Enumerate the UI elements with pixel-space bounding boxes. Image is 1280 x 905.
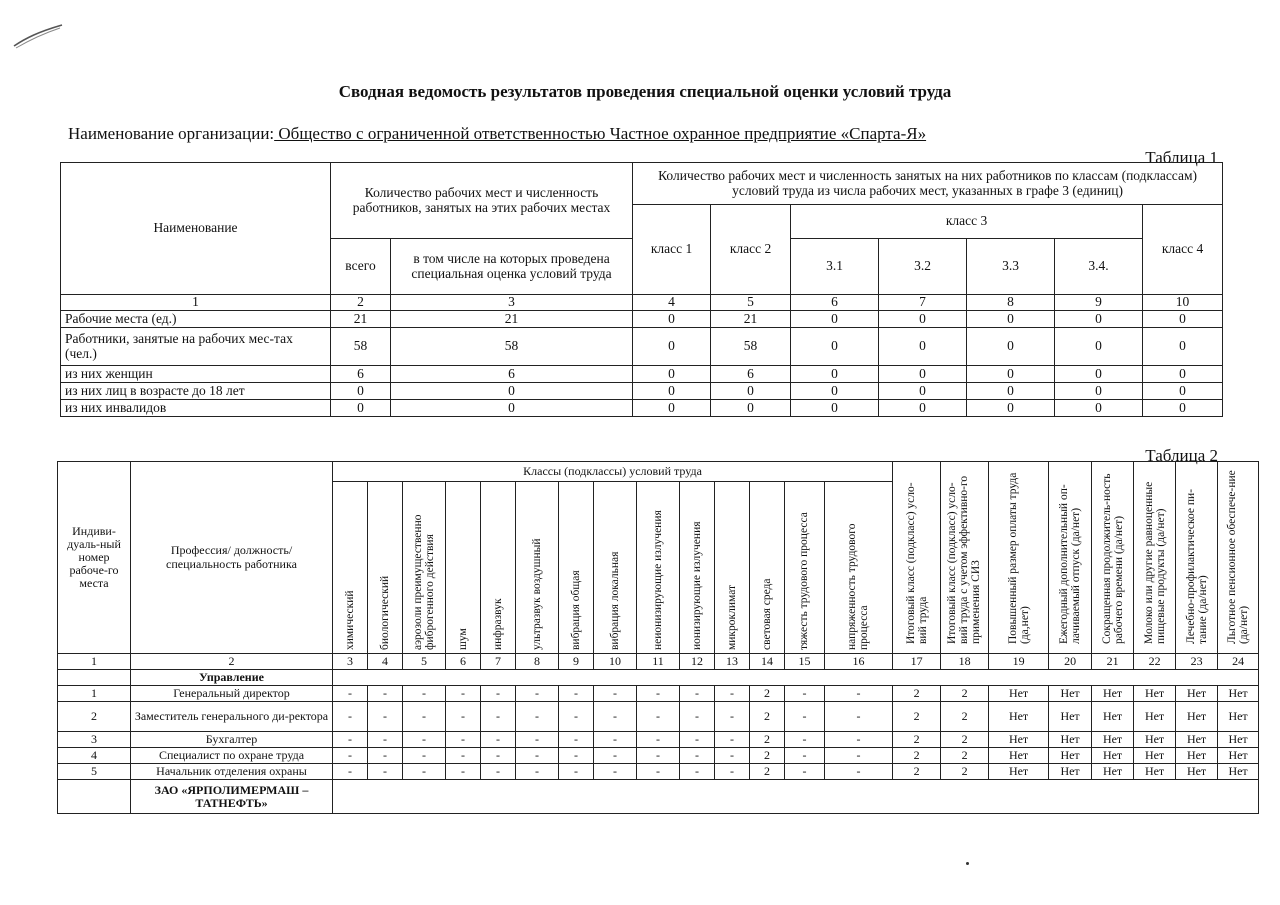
header-extra-column [941, 462, 989, 654]
document-title: Сводная ведомость результатов проведения специальной оценки условий труда [338, 82, 952, 101]
cell-value: - [825, 732, 893, 748]
cell-value: Нет [1092, 764, 1134, 780]
cell-value: 2 [893, 748, 941, 764]
cell-value: - [680, 732, 715, 748]
cell-value: Нет [1176, 732, 1218, 748]
row-value: 0 [967, 366, 1055, 383]
header-factor-column [750, 482, 785, 654]
row-value: 0 [1143, 400, 1223, 417]
row-value: 0 [1143, 311, 1223, 328]
cell-value: 2 [750, 686, 785, 702]
row-value: 0 [633, 311, 711, 328]
organization-name: Общество с ограниченной ответственностью Частное охранное предприятие «Спарта-Я» [274, 124, 927, 143]
column-number-row [58, 654, 1259, 670]
workplace-id: 1 [58, 686, 131, 702]
table2-row [58, 748, 1259, 764]
cell-value: Нет [989, 686, 1049, 702]
header-name: Наименование [61, 163, 331, 295]
cell-value: - [333, 702, 368, 732]
header-factor-label: инфразвук [491, 598, 504, 650]
cell-value: - [785, 764, 825, 780]
cell-value: Нет [989, 748, 1049, 764]
ink-dot [966, 862, 969, 865]
workplace-id: 2 [58, 702, 131, 732]
header-extra-label: Молоко или другие равноценные пищевые продукты (да/нет) [1142, 481, 1167, 644]
cell-value: - [368, 764, 403, 780]
empty-cell [333, 780, 1259, 814]
cell-value: - [680, 764, 715, 780]
row-value: 0 [967, 328, 1055, 366]
cell-value: - [637, 764, 680, 780]
col-number: 2 [331, 295, 391, 311]
cell-value: Нет [1218, 732, 1259, 748]
row-value: 0 [791, 311, 879, 328]
header-factor-column [516, 482, 559, 654]
cell-value: Нет [1092, 702, 1134, 732]
row-value: 0 [633, 366, 711, 383]
cell-value: - [516, 702, 559, 732]
header-factor-column [481, 482, 516, 654]
cell-value: - [368, 702, 403, 732]
table2-caption: Таблица 2 [1145, 446, 1218, 465]
table1-row [61, 366, 1223, 383]
cell-value: - [446, 686, 481, 702]
header-factor-label: ультразвук воздушный [530, 538, 543, 650]
row-value: 0 [879, 328, 967, 366]
col-number: 1 [58, 654, 131, 670]
cell-value: - [559, 748, 594, 764]
row-label: Работники, занятые на рабочих мес-тах (чел.) [61, 328, 331, 366]
cell-value: - [446, 764, 481, 780]
cell-value: - [825, 748, 893, 764]
cell-value: 2 [750, 732, 785, 748]
header-class2: класс 2 [711, 205, 791, 295]
organization-line [68, 124, 926, 144]
header-factor-label: шум [456, 628, 469, 650]
header-factor-column [403, 482, 446, 654]
header-classes-group: Количество рабочих мест и численность занятых на них работников по классам (подклассам) условий труда из числа рабочих мест, указанных в графе 3 (единиц) [633, 163, 1223, 205]
table2-row [58, 686, 1259, 702]
cell-value: - [594, 732, 637, 748]
cell-value: - [715, 686, 750, 702]
row-value: 0 [711, 400, 791, 417]
col-number: 5 [403, 654, 446, 670]
workplaces-table [57, 461, 1259, 814]
cell-value: 2 [941, 702, 989, 732]
cell-value: 2 [750, 702, 785, 732]
profession-name: Генеральный директор [131, 686, 333, 702]
cell-value: - [403, 686, 446, 702]
cell-value: Нет [989, 764, 1049, 780]
row-label: из них лиц в возрасте до 18 лет [61, 383, 331, 400]
cell-value: - [516, 732, 559, 748]
header-factor-label: микроклимат [725, 584, 738, 650]
cell-value: - [785, 748, 825, 764]
row-value: 0 [1143, 383, 1223, 400]
section-heading: ЗАО «ЯРПОЛИМЕРМАШ – ТАТНЕФТЬ» [131, 780, 333, 814]
col-number: 1 [61, 295, 331, 311]
summary-table [60, 162, 1223, 417]
cell-value: - [516, 686, 559, 702]
cell-value: Нет [1134, 764, 1176, 780]
header-factor-label: аэрозоли преимущественно фиброгенного действия [411, 514, 436, 650]
row-value: 0 [331, 400, 391, 417]
header-factor-column [446, 482, 481, 654]
cell-value: - [481, 764, 516, 780]
header-factor-label: вибрация общая [569, 570, 582, 650]
profession-name: Бухгалтер [131, 732, 333, 748]
cell-value: - [481, 732, 516, 748]
cell-value: - [446, 732, 481, 748]
cell-value: 2 [750, 764, 785, 780]
header-extra-label: Ежегодный дополнительный оп-лачиваемый отпуск (да/нет) [1058, 484, 1083, 644]
header-class1: класс 1 [633, 205, 711, 295]
col-number: 3 [391, 295, 633, 311]
cell-value: - [680, 686, 715, 702]
cell-value: - [680, 748, 715, 764]
empty-cell [58, 670, 131, 686]
row-value: 21 [391, 311, 633, 328]
row-value: 6 [391, 366, 633, 383]
row-value: 0 [879, 400, 967, 417]
cell-value: - [446, 702, 481, 732]
row-value: 6 [331, 366, 391, 383]
header-class-3-3: 3.3 [967, 239, 1055, 295]
header-extra-label: Сокращенная продолжитель-ность рабочего времени (да/нет) [1100, 473, 1125, 644]
row-label: из них женщин [61, 366, 331, 383]
header-factor-label: биологический [378, 575, 391, 650]
header-extra-label: Итоговый класс (подкласс) усло-вий труда с учетом эффективно-го применения СИЗ [946, 475, 983, 644]
cell-value: Нет [1176, 686, 1218, 702]
table1-row [61, 328, 1223, 366]
empty-cell [333, 670, 1259, 686]
cell-value: - [559, 764, 594, 780]
col-number: 12 [680, 654, 715, 670]
cell-value: 2 [941, 764, 989, 780]
row-value: 0 [1055, 400, 1143, 417]
col-number: 8 [967, 295, 1055, 311]
cell-value: Нет [1049, 748, 1092, 764]
header-factor-column [594, 482, 637, 654]
header-factor-label: световая среда [760, 578, 773, 650]
table1-row [61, 311, 1223, 328]
cell-value: Нет [1134, 732, 1176, 748]
cell-value: - [785, 732, 825, 748]
header-workplace-id: Индиви-дуаль-ный номер рабоче-го места [58, 462, 131, 654]
cell-value: - [516, 748, 559, 764]
header-extra-column [893, 462, 941, 654]
col-number: 5 [711, 295, 791, 311]
cell-value: - [594, 748, 637, 764]
row-label: Рабочие места (ед.) [61, 311, 331, 328]
header-assessed: в том числе на которых проведена специальная оценка условий труда [391, 239, 633, 295]
cell-value: - [637, 702, 680, 732]
header-factor-label: ионизирующие излучения [690, 521, 703, 650]
col-number: 18 [941, 654, 989, 670]
row-value: 0 [791, 383, 879, 400]
row-value: 0 [391, 383, 633, 400]
row-value: 0 [633, 383, 711, 400]
cell-value: - [715, 764, 750, 780]
row-value: 0 [1143, 328, 1223, 366]
header-classes-group: Классы (подклассы) условий труда [333, 462, 893, 482]
cell-value: Нет [1092, 732, 1134, 748]
cell-value: - [516, 764, 559, 780]
cell-value: - [559, 732, 594, 748]
col-number: 24 [1218, 654, 1259, 670]
cell-value: - [481, 702, 516, 732]
profession-name: Специалист по охране труда [131, 748, 333, 764]
cell-value: 2 [893, 764, 941, 780]
row-value: 0 [711, 383, 791, 400]
row-value: 21 [331, 311, 391, 328]
cell-value: 2 [893, 702, 941, 732]
header-class-3-1: 3.1 [791, 239, 879, 295]
row-value: 0 [391, 400, 633, 417]
col-number: 9 [1055, 295, 1143, 311]
header-class-3-4: 3.4. [1055, 239, 1143, 295]
row-value: 0 [633, 328, 711, 366]
workplace-id: 5 [58, 764, 131, 780]
row-value: 0 [1055, 366, 1143, 383]
header-factor-column [715, 482, 750, 654]
table2-row [58, 732, 1259, 748]
pen-scribble-mark [12, 22, 64, 50]
cell-value: Нет [1176, 748, 1218, 764]
cell-value: Нет [989, 702, 1049, 732]
cell-value: - [825, 686, 893, 702]
column-number-row [61, 295, 1223, 311]
col-number: 4 [633, 295, 711, 311]
header-extra-column [1176, 462, 1218, 654]
col-number: 8 [516, 654, 559, 670]
cell-value: - [637, 686, 680, 702]
cell-value: - [637, 732, 680, 748]
header-extra-label: Итоговый класс (подкласс) усло-вий труда [904, 482, 929, 644]
row-value: 0 [633, 400, 711, 417]
workplace-id: 4 [58, 748, 131, 764]
col-number: 13 [715, 654, 750, 670]
row-value: 0 [1055, 311, 1143, 328]
header-extra-column [1218, 462, 1259, 654]
header-extra-column [1049, 462, 1092, 654]
header-extra-label: Льготное пенсионное обеспече-ние (да/нет) [1226, 470, 1251, 644]
cell-value: - [446, 748, 481, 764]
header-factor-column [785, 482, 825, 654]
col-number: 17 [893, 654, 941, 670]
header-class4: класс 4 [1143, 205, 1223, 295]
row-value: 0 [331, 383, 391, 400]
header-factor-column [637, 482, 680, 654]
cell-value: 2 [893, 732, 941, 748]
header-factor-column [559, 482, 594, 654]
header-factor-column [333, 482, 368, 654]
row-value: 0 [791, 366, 879, 383]
header-factor-column [368, 482, 403, 654]
cell-value: 2 [941, 748, 989, 764]
profession-name: Заместитель генерального ди-ректора [131, 702, 333, 732]
cell-value: - [559, 686, 594, 702]
cell-value: - [403, 732, 446, 748]
cell-value: Нет [1092, 686, 1134, 702]
cell-value: Нет [1134, 748, 1176, 764]
col-number: 23 [1176, 654, 1218, 670]
cell-value: - [594, 764, 637, 780]
row-value: 0 [1055, 328, 1143, 366]
col-number: 10 [1143, 295, 1223, 311]
header-extra-column [1092, 462, 1134, 654]
cell-value: Нет [1049, 764, 1092, 780]
cell-value: - [333, 748, 368, 764]
col-number: 10 [594, 654, 637, 670]
header-factor-label: тяжесть трудового процесса [798, 512, 811, 650]
header-class-3-2: 3.2 [879, 239, 967, 295]
col-number: 6 [791, 295, 879, 311]
col-number: 6 [446, 654, 481, 670]
table2-row [58, 764, 1259, 780]
table1-caption: Таблица 1 [1145, 148, 1218, 167]
cell-value: Нет [1218, 686, 1259, 702]
row-value: 6 [711, 366, 791, 383]
col-number: 22 [1134, 654, 1176, 670]
cell-value: - [403, 702, 446, 732]
cell-value: - [481, 748, 516, 764]
col-number: 16 [825, 654, 893, 670]
cell-value: Нет [1049, 686, 1092, 702]
header-factor-label: неионизирующие излучения [651, 510, 664, 650]
row-value: 0 [791, 400, 879, 417]
cell-value: - [680, 702, 715, 732]
cell-value: Нет [1134, 702, 1176, 732]
row-value: 58 [331, 328, 391, 366]
cell-value: 2 [893, 686, 941, 702]
cell-value: - [594, 686, 637, 702]
row-value: 21 [711, 311, 791, 328]
col-number: 7 [879, 295, 967, 311]
cell-value: - [333, 764, 368, 780]
header-extra-label: Повышенный размер оплаты труда (да,нет) [1006, 472, 1031, 644]
row-value: 58 [711, 328, 791, 366]
header-total-group: Количество рабочих мест и численность работников, занятых на этих рабочих местах [331, 163, 633, 239]
table1-row [61, 383, 1223, 400]
row-value: 0 [1143, 366, 1223, 383]
cell-value: Нет [1218, 702, 1259, 732]
cell-value: 2 [941, 732, 989, 748]
col-number: 21 [1092, 654, 1134, 670]
cell-value: - [785, 702, 825, 732]
empty-cell [58, 780, 131, 814]
cell-value: - [637, 748, 680, 764]
cell-value: Нет [1092, 748, 1134, 764]
col-number: 11 [637, 654, 680, 670]
table2-row [58, 702, 1259, 732]
header-profession: Профессия/ должность/ специальность работника [131, 462, 333, 654]
row-value: 58 [391, 328, 633, 366]
row-value: 0 [879, 383, 967, 400]
organization-label: Наименование организации: [68, 124, 275, 143]
cell-value: Нет [1049, 702, 1092, 732]
cell-value: - [715, 732, 750, 748]
row-value: 0 [967, 400, 1055, 417]
row-value: 0 [791, 328, 879, 366]
cell-value: - [715, 702, 750, 732]
cell-value: - [403, 764, 446, 780]
cell-value: - [785, 686, 825, 702]
row-value: 0 [879, 311, 967, 328]
cell-value: - [481, 686, 516, 702]
header-class3: класс 3 [791, 205, 1143, 239]
cell-value: Нет [1218, 748, 1259, 764]
header-factor-column [680, 482, 715, 654]
cell-value: - [715, 748, 750, 764]
header-extra-column [1134, 462, 1176, 654]
row-value: 0 [967, 311, 1055, 328]
header-extra-column [989, 462, 1049, 654]
header-factor-label: напряженность трудового процесса [846, 523, 871, 650]
table1-row [61, 400, 1223, 417]
cell-value: Нет [1176, 764, 1218, 780]
cell-value: - [594, 702, 637, 732]
cell-value: - [403, 748, 446, 764]
header-extra-label: Лечебно-профилактическое пи-тание (да/нет) [1184, 488, 1209, 644]
row-value: 0 [879, 366, 967, 383]
header-factor-label: химический [343, 590, 356, 650]
header-factor-column [825, 482, 893, 654]
cell-value: - [825, 702, 893, 732]
cell-value: - [368, 686, 403, 702]
cell-value: - [825, 764, 893, 780]
col-number: 9 [559, 654, 594, 670]
cell-value: - [333, 732, 368, 748]
col-number: 4 [368, 654, 403, 670]
header-total: всего [331, 239, 391, 295]
row-value: 0 [967, 383, 1055, 400]
cell-value: Нет [1049, 732, 1092, 748]
workplace-id: 3 [58, 732, 131, 748]
section-heading: Управление [131, 670, 333, 686]
col-number: 15 [785, 654, 825, 670]
cell-value: - [368, 732, 403, 748]
profession-name: Начальник отделения охраны [131, 764, 333, 780]
cell-value: Нет [1218, 764, 1259, 780]
cell-value: Нет [1176, 702, 1218, 732]
cell-value: 2 [941, 686, 989, 702]
cell-value: - [368, 748, 403, 764]
cell-value: - [333, 686, 368, 702]
cell-value: Нет [989, 732, 1049, 748]
row-label: из них инвалидов [61, 400, 331, 417]
col-number: 7 [481, 654, 516, 670]
col-number: 19 [989, 654, 1049, 670]
cell-value: Нет [1134, 686, 1176, 702]
col-number: 14 [750, 654, 785, 670]
header-factor-label: вибрация локальная [608, 551, 621, 650]
col-number: 3 [333, 654, 368, 670]
col-number: 20 [1049, 654, 1092, 670]
row-value: 0 [1055, 383, 1143, 400]
cell-value: 2 [750, 748, 785, 764]
cell-value: - [559, 702, 594, 732]
col-number: 2 [131, 654, 333, 670]
